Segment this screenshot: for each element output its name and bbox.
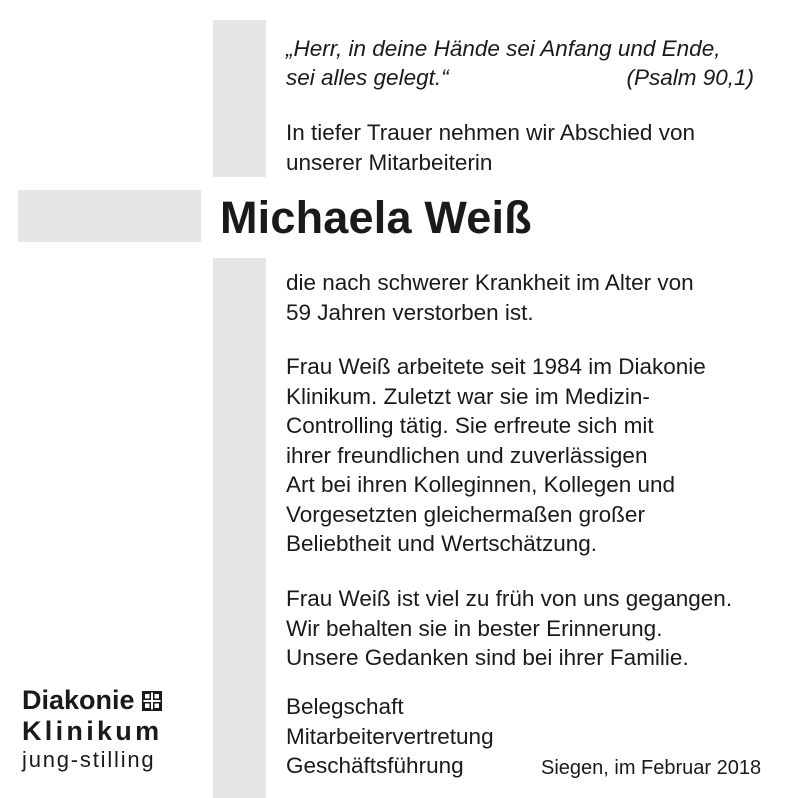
text-line: Unsere Gedanken sind bei ihrer Familie. — [286, 645, 689, 670]
paragraph-farewell — [286, 584, 732, 673]
diakonie-klinikum-logo — [22, 685, 197, 773]
text-line: die nach schwerer Krankheit im Alter von — [286, 270, 694, 295]
logo-word-jung-stilling: jung-stilling — [22, 747, 156, 772]
signatory: Geschäftsführung — [286, 753, 464, 778]
logo-word-diakonie: Diakonie — [22, 685, 135, 715]
text-line: Art bei ihren Kolleginnen, Kollegen und — [286, 472, 676, 497]
text-line: Wir behalten sie in bester Erinnerung. — [286, 615, 663, 641]
cross-horizontal-beam — [18, 190, 201, 242]
text-line: Frau Weiß arbeitete seit 1984 im Diakonie — [286, 354, 706, 379]
intro-text — [286, 118, 695, 177]
deceased-name: Michaela Weiß — [220, 192, 532, 243]
quote-reference: (Psalm 90,1) — [626, 65, 754, 90]
quote-line-2: sei alles gelegt.“ — [286, 65, 449, 90]
paragraph-illness — [286, 268, 694, 327]
quote-line-1: „Herr, in deine Hände sei Anfang und Ende, — [286, 36, 721, 61]
text-line: ihrer freundlichen und zuverlässigen — [286, 442, 648, 468]
psalm-quote — [286, 34, 766, 92]
cross-vertical-top — [213, 20, 266, 177]
signatory: Belegschaft — [286, 694, 404, 719]
intro-line: In tiefer Trauer nehmen wir Abschied von — [286, 120, 695, 145]
place-date: Siegen, im Februar 2018 — [541, 757, 762, 779]
logo-row — [22, 685, 197, 716]
text-line: 59 Jahren verstorben ist. — [286, 299, 534, 325]
signatories — [286, 692, 494, 781]
text-line: Frau Weiß ist viel zu früh von uns gegangen. — [286, 586, 733, 611]
logo-word-klinikum: Klinikum — [22, 716, 163, 746]
paragraph-career — [286, 352, 706, 559]
intro-line: unserer Mitarbeiterin — [286, 149, 493, 175]
diakonie-cross-icon — [142, 691, 162, 711]
text-line: Klinikum. Zuletzt war sie im Medizin- — [286, 383, 650, 409]
text-line: Controlling tätig. Sie erfreute sich mit — [286, 413, 654, 438]
signatory: Mitarbeitervertretung — [286, 723, 494, 749]
cross-vertical-bottom — [213, 258, 266, 798]
text-line: Beliebtheit und Wertschätzung. — [286, 531, 598, 556]
text-line: Vorgesetzten gleichermaßen großer — [286, 501, 645, 527]
quote-line-2-row — [286, 63, 766, 92]
